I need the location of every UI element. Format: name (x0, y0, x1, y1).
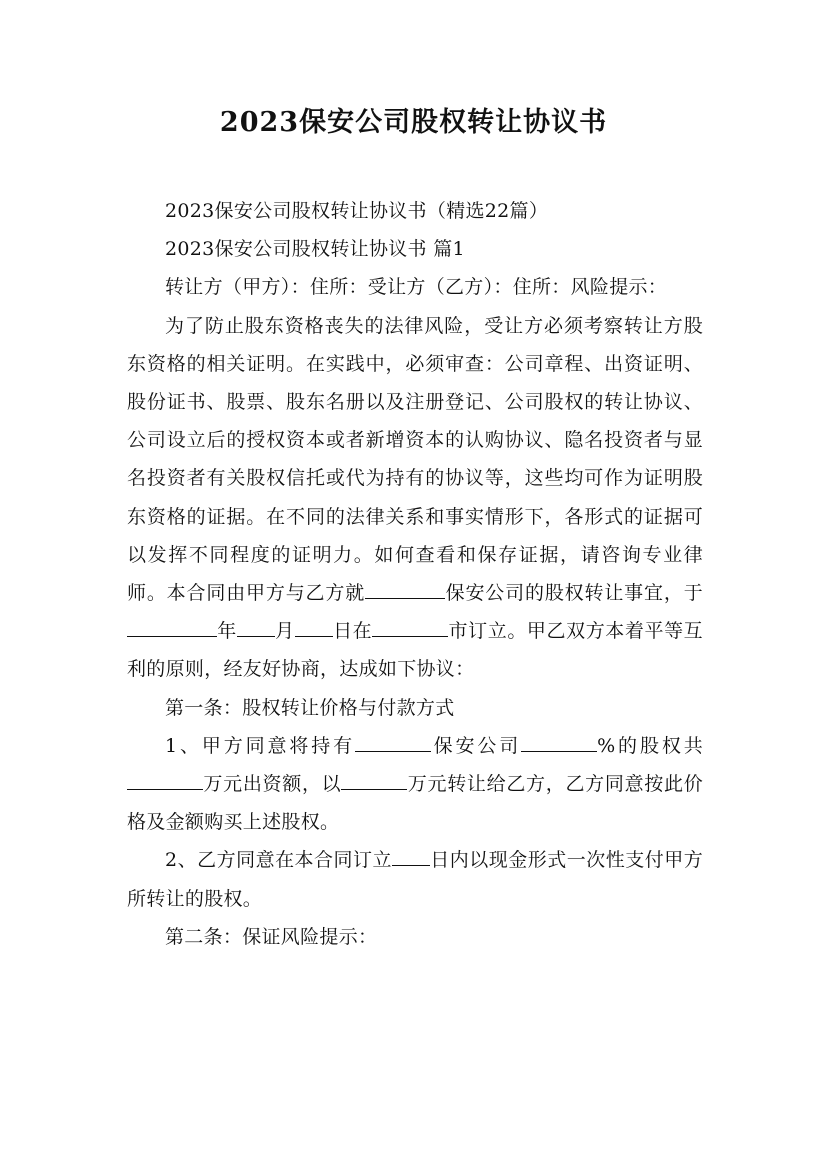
parties-line: 转让方（甲方）：住所：受让方（乙方）：住所：风险提示： (165, 276, 668, 299)
subtitle-line: 2023保安公司股权转让协议书（精选22篇） (165, 200, 549, 222)
clause2-text-1: 2、乙方同意在本合同订立 (165, 849, 393, 872)
price-amount-blank (341, 769, 407, 790)
clause1-text-5: 万元转让给乙方，乙方同意按此价格及金额购买上述股权。 (127, 773, 703, 834)
article1-heading: 第一条：股权转让价格与付款方式 (165, 696, 455, 719)
holder-blank (355, 731, 431, 752)
intro-text-1: 为了防止股东资格丧失的法律风险，受让方必须考察转让方股东资格的相关证明。在实践中，必须审查：公司章程、出资证明、股份证书、股票、股东名册以及注册登记、公司股权的转让协议、公司设立后的授权资本或者新增资本的认购协议、隐名投资者与显名投资者有关股权信托或代为持有的协议等，这些均可作为证明股东资格的证据。在不同的法律关系和事实情形下，各形式的证据可以发挥不同程度的证明力。如何查看和保存证据，请咨询专业律师。本合同由甲方与乙方就 (127, 314, 703, 605)
clause1-text-4: 万元出资额，以 (203, 773, 342, 796)
intro-paragraph (127, 307, 703, 689)
percent-blank (521, 731, 597, 752)
clause1-text-2: 保安公司 (431, 734, 522, 757)
intro-text-5: 日在 (332, 620, 373, 643)
intro-text-4: 月 (274, 620, 295, 643)
day-blank (295, 616, 333, 637)
company-name-blank (365, 578, 445, 599)
clause1-text-1: 1、甲方同意将持有 (165, 734, 356, 757)
section-heading: 2023保安公司股权转让协议书 篇1 (165, 238, 465, 261)
month-blank (237, 616, 275, 637)
year-blank (127, 616, 217, 637)
document-title: 2023保安公司股权转让协议书 (219, 107, 608, 138)
clause2-paragraph (127, 841, 703, 917)
clause1-text-3: %的股权共 (597, 734, 703, 757)
document-body (127, 192, 703, 956)
article2-heading: 第二条：保证风险提示： (165, 925, 378, 948)
city-blank (372, 616, 448, 637)
intro-text-3: 年 (217, 620, 237, 643)
intro-text-2: 保安公司的股权转让事宜，于 (445, 582, 703, 605)
capital-amount-blank (127, 769, 203, 790)
clause2-text-2: 日内以现金形式一次性支付甲方所转让的股权。 (127, 849, 703, 910)
payment-days-blank (392, 846, 430, 867)
intro-text-6: 市订立。甲乙双方本着平等互利的原则，经友好协商，达成如下协议： (127, 620, 703, 681)
clause1-paragraph (127, 727, 703, 842)
